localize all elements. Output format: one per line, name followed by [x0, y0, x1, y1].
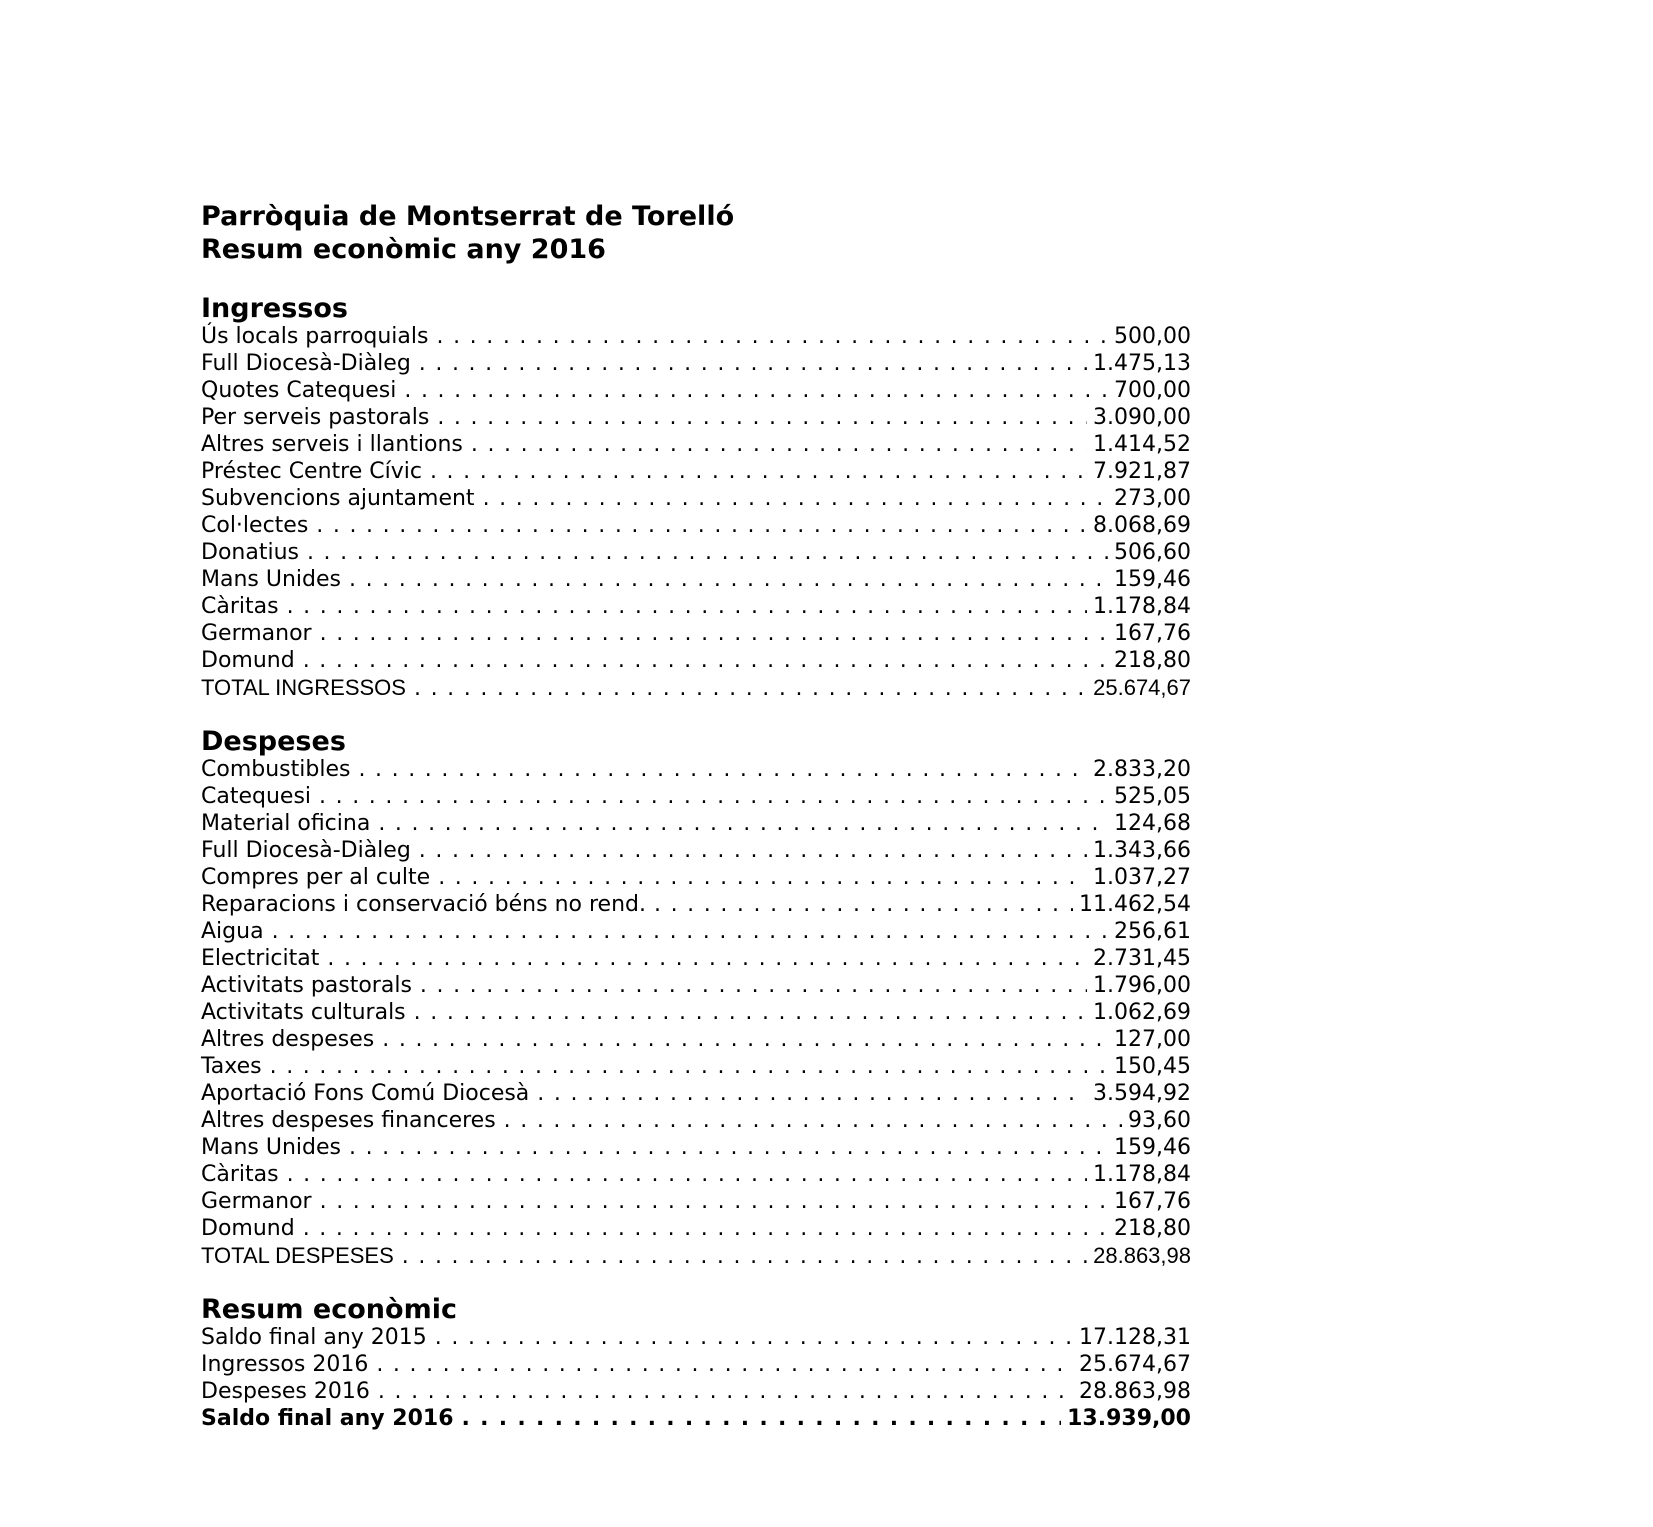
- row-label: Mans Unides: [201, 567, 341, 592]
- dot-leader: [436, 323, 1108, 350]
- ingressos-row: [201, 350, 1191, 377]
- row-label: Ingressos 2016: [201, 1352, 369, 1377]
- despeses-row: [201, 837, 1191, 864]
- section-ingressos: [201, 294, 1191, 701]
- row-value: 1.343,66: [1093, 838, 1191, 863]
- dot-leader: [504, 1107, 1122, 1134]
- total-value: 28.863,98: [1093, 1243, 1191, 1268]
- row-label: Combustibles: [201, 757, 351, 782]
- section-despeses: [201, 727, 1191, 1269]
- row-label: Activitats pastorals: [201, 973, 412, 998]
- section-heading-despeses: Despeses: [201, 726, 346, 757]
- row-label: Taxes: [201, 1054, 262, 1079]
- total-label: TOTAL DESPESES: [201, 1243, 394, 1268]
- row-label: Germanor: [201, 621, 312, 646]
- despeses-row: [201, 1161, 1191, 1188]
- row-label: Altres despeses financeres: [201, 1108, 496, 1133]
- resum-list: [201, 1324, 1191, 1432]
- ingressos-row: [201, 458, 1191, 485]
- row-value: 127,00: [1114, 1027, 1191, 1052]
- row-label: Mans Unides: [201, 1135, 341, 1160]
- dot-leader: [414, 999, 1087, 1026]
- ingressos-row: [201, 404, 1191, 431]
- dot-leader: [287, 593, 1087, 620]
- row-value: 25.674,67: [1079, 1352, 1191, 1377]
- row-label: Compres per al culte: [201, 865, 431, 890]
- row-label: Quotes Catequesi: [201, 378, 397, 403]
- row-label: Aigua: [201, 919, 264, 944]
- row-label: Despeses 2016: [201, 1379, 370, 1404]
- row-value: 93,60: [1128, 1108, 1191, 1133]
- dot-leader: [319, 783, 1108, 810]
- ingressos-row: [201, 377, 1191, 404]
- despeses-total-row: [201, 1242, 1191, 1269]
- dot-leader: [349, 1134, 1108, 1161]
- row-value: 1.178,84: [1093, 1162, 1191, 1187]
- document-title: [201, 200, 1191, 266]
- row-value: 8.068,69: [1093, 513, 1191, 538]
- dot-leader: [414, 675, 1087, 702]
- row-label: Aportació Fons Comú Diocesà: [201, 1081, 530, 1106]
- dot-leader: [483, 485, 1108, 512]
- despeses-row: [201, 810, 1191, 837]
- row-value: 1.178,84: [1093, 594, 1191, 619]
- row-value: 1.037,27: [1093, 865, 1191, 890]
- despeses-row: [201, 756, 1191, 783]
- dot-leader: [307, 539, 1108, 566]
- dot-leader: [316, 512, 1087, 539]
- row-value: 124,68: [1114, 811, 1191, 836]
- despeses-row: [201, 1053, 1191, 1080]
- dot-leader: [358, 756, 1087, 783]
- dot-leader: [378, 810, 1108, 837]
- dot-leader: [349, 566, 1108, 593]
- row-label: Full Diocesà-Diàleg: [201, 351, 411, 376]
- row-value: 506,60: [1114, 540, 1191, 565]
- row-value: 256,61: [1114, 919, 1191, 944]
- despeses-row: [201, 1215, 1191, 1242]
- despeses-list: [201, 756, 1191, 1269]
- row-label: Ús locals parroquials: [201, 324, 429, 349]
- row-value: 1.796,00: [1093, 973, 1191, 998]
- despeses-row: [201, 1134, 1191, 1161]
- ingressos-total-row: [201, 674, 1191, 701]
- resum-row: [201, 1351, 1191, 1378]
- dot-leader: [438, 864, 1087, 891]
- row-label: Reparacions i conservació béns no rend.: [201, 892, 646, 917]
- row-label: Activitats culturals: [201, 1000, 406, 1025]
- row-value: 150,45: [1114, 1054, 1191, 1079]
- row-value: 3.594,92: [1093, 1081, 1191, 1106]
- row-label: Catequesi: [201, 784, 312, 809]
- despeses-row: [201, 918, 1191, 945]
- despeses-row: [201, 864, 1191, 891]
- row-value: 500,00: [1114, 324, 1191, 349]
- row-label: Per serveis pastorals: [201, 405, 430, 430]
- dot-leader: [419, 350, 1087, 377]
- row-value: 167,76: [1114, 621, 1191, 646]
- ingressos-row: [201, 485, 1191, 512]
- resum-row: [201, 1324, 1191, 1351]
- row-label: Saldo final any 2015: [201, 1325, 427, 1350]
- despeses-row: [201, 1188, 1191, 1215]
- section-heading-resum: Resum econòmic: [201, 1294, 457, 1325]
- row-label: Càritas: [201, 594, 279, 619]
- dot-leader: [537, 1080, 1087, 1107]
- title-line-1: Parròquia de Montserrat de Torelló: [201, 201, 735, 232]
- row-value: 2.833,20: [1093, 757, 1191, 782]
- despeses-row: [201, 1026, 1191, 1053]
- ingressos-row: [201, 431, 1191, 458]
- row-value: 7.921,87: [1093, 459, 1191, 484]
- ingressos-row: [201, 323, 1191, 350]
- row-label: Altres despeses: [201, 1027, 375, 1052]
- row-label: Material oficina: [201, 811, 371, 836]
- row-value: 3.090,00: [1093, 405, 1191, 430]
- row-label: Germanor: [201, 1189, 312, 1214]
- ingressos-row: [201, 512, 1191, 539]
- dot-leader: [435, 1324, 1073, 1351]
- row-value: 2.731,45: [1093, 946, 1191, 971]
- row-value: 218,80: [1114, 1216, 1191, 1241]
- row-value: 273,00: [1114, 486, 1191, 511]
- row-value: 1.414,52: [1093, 432, 1191, 457]
- row-label: Domund: [201, 648, 295, 673]
- ingressos-list: [201, 323, 1191, 701]
- ingressos-row: [201, 647, 1191, 674]
- row-label: Full Diocesà-Diàleg: [201, 838, 411, 863]
- dot-leader: [303, 1215, 1108, 1242]
- despeses-row: [201, 783, 1191, 810]
- row-label: Donatius: [201, 540, 299, 565]
- total-value: 25.674,67: [1093, 675, 1191, 700]
- row-value: 28.863,98: [1079, 1379, 1191, 1404]
- dot-leader: [272, 918, 1108, 945]
- final-label: Saldo final any 2016: [201, 1406, 454, 1431]
- dot-leader: [430, 458, 1087, 485]
- despeses-row: [201, 945, 1191, 972]
- total-label: TOTAL INGRESSOS: [201, 675, 406, 700]
- dot-leader: [376, 1351, 1073, 1378]
- row-value: 159,46: [1114, 1135, 1191, 1160]
- dot-leader: [320, 620, 1108, 647]
- despeses-row: [201, 999, 1191, 1026]
- row-value: 167,76: [1114, 1189, 1191, 1214]
- row-value: 11.462,54: [1079, 892, 1191, 917]
- dot-leader: [382, 1026, 1108, 1053]
- despeses-row: [201, 1107, 1191, 1134]
- row-label: Col·lectes: [201, 513, 309, 538]
- section-resum: [201, 1295, 1191, 1432]
- despeses-row: [201, 1080, 1191, 1107]
- dot-leader: [378, 1378, 1073, 1405]
- row-value: 1.062,69: [1093, 1000, 1191, 1025]
- dot-leader: [320, 1188, 1108, 1215]
- ingressos-row: [201, 566, 1191, 593]
- row-value: 218,80: [1114, 648, 1191, 673]
- dot-leader: [270, 1053, 1108, 1080]
- row-value: 700,00: [1114, 378, 1191, 403]
- dot-leader: [471, 431, 1087, 458]
- row-label: Altres serveis i llantions: [201, 432, 463, 457]
- dot-leader: [437, 404, 1087, 431]
- row-label: Préstec Centre Cívic: [201, 459, 422, 484]
- resum-row: [201, 1378, 1191, 1405]
- row-label: Electricitat: [201, 946, 320, 971]
- despeses-row: [201, 891, 1191, 918]
- row-value: 17.128,31: [1079, 1325, 1191, 1350]
- dot-leader: [420, 972, 1087, 999]
- ingressos-row: [201, 539, 1191, 566]
- row-value: 159,46: [1114, 567, 1191, 592]
- title-line-2: Resum econòmic any 2016: [201, 234, 606, 265]
- dot-leader: [404, 377, 1108, 404]
- dot-leader: [287, 1161, 1087, 1188]
- dot-leader: [327, 945, 1087, 972]
- row-label: Càritas: [201, 1162, 279, 1187]
- despeses-row: [201, 972, 1191, 999]
- resum-final-row: [201, 1405, 1191, 1432]
- dot-leader: [654, 891, 1073, 918]
- document-page: [201, 200, 1191, 1432]
- dot-leader: [402, 1243, 1087, 1270]
- row-value: 525,05: [1114, 784, 1191, 809]
- row-value: 1.475,13: [1093, 351, 1191, 376]
- dot-leader: [462, 1405, 1062, 1432]
- dot-leader: [419, 837, 1087, 864]
- section-heading-ingressos: Ingressos: [201, 293, 348, 324]
- row-label: Subvencions ajuntament: [201, 486, 475, 511]
- row-label: Domund: [201, 1216, 295, 1241]
- ingressos-row: [201, 593, 1191, 620]
- dot-leader: [303, 647, 1108, 674]
- ingressos-row: [201, 620, 1191, 647]
- final-value: 13.939,00: [1067, 1406, 1191, 1431]
